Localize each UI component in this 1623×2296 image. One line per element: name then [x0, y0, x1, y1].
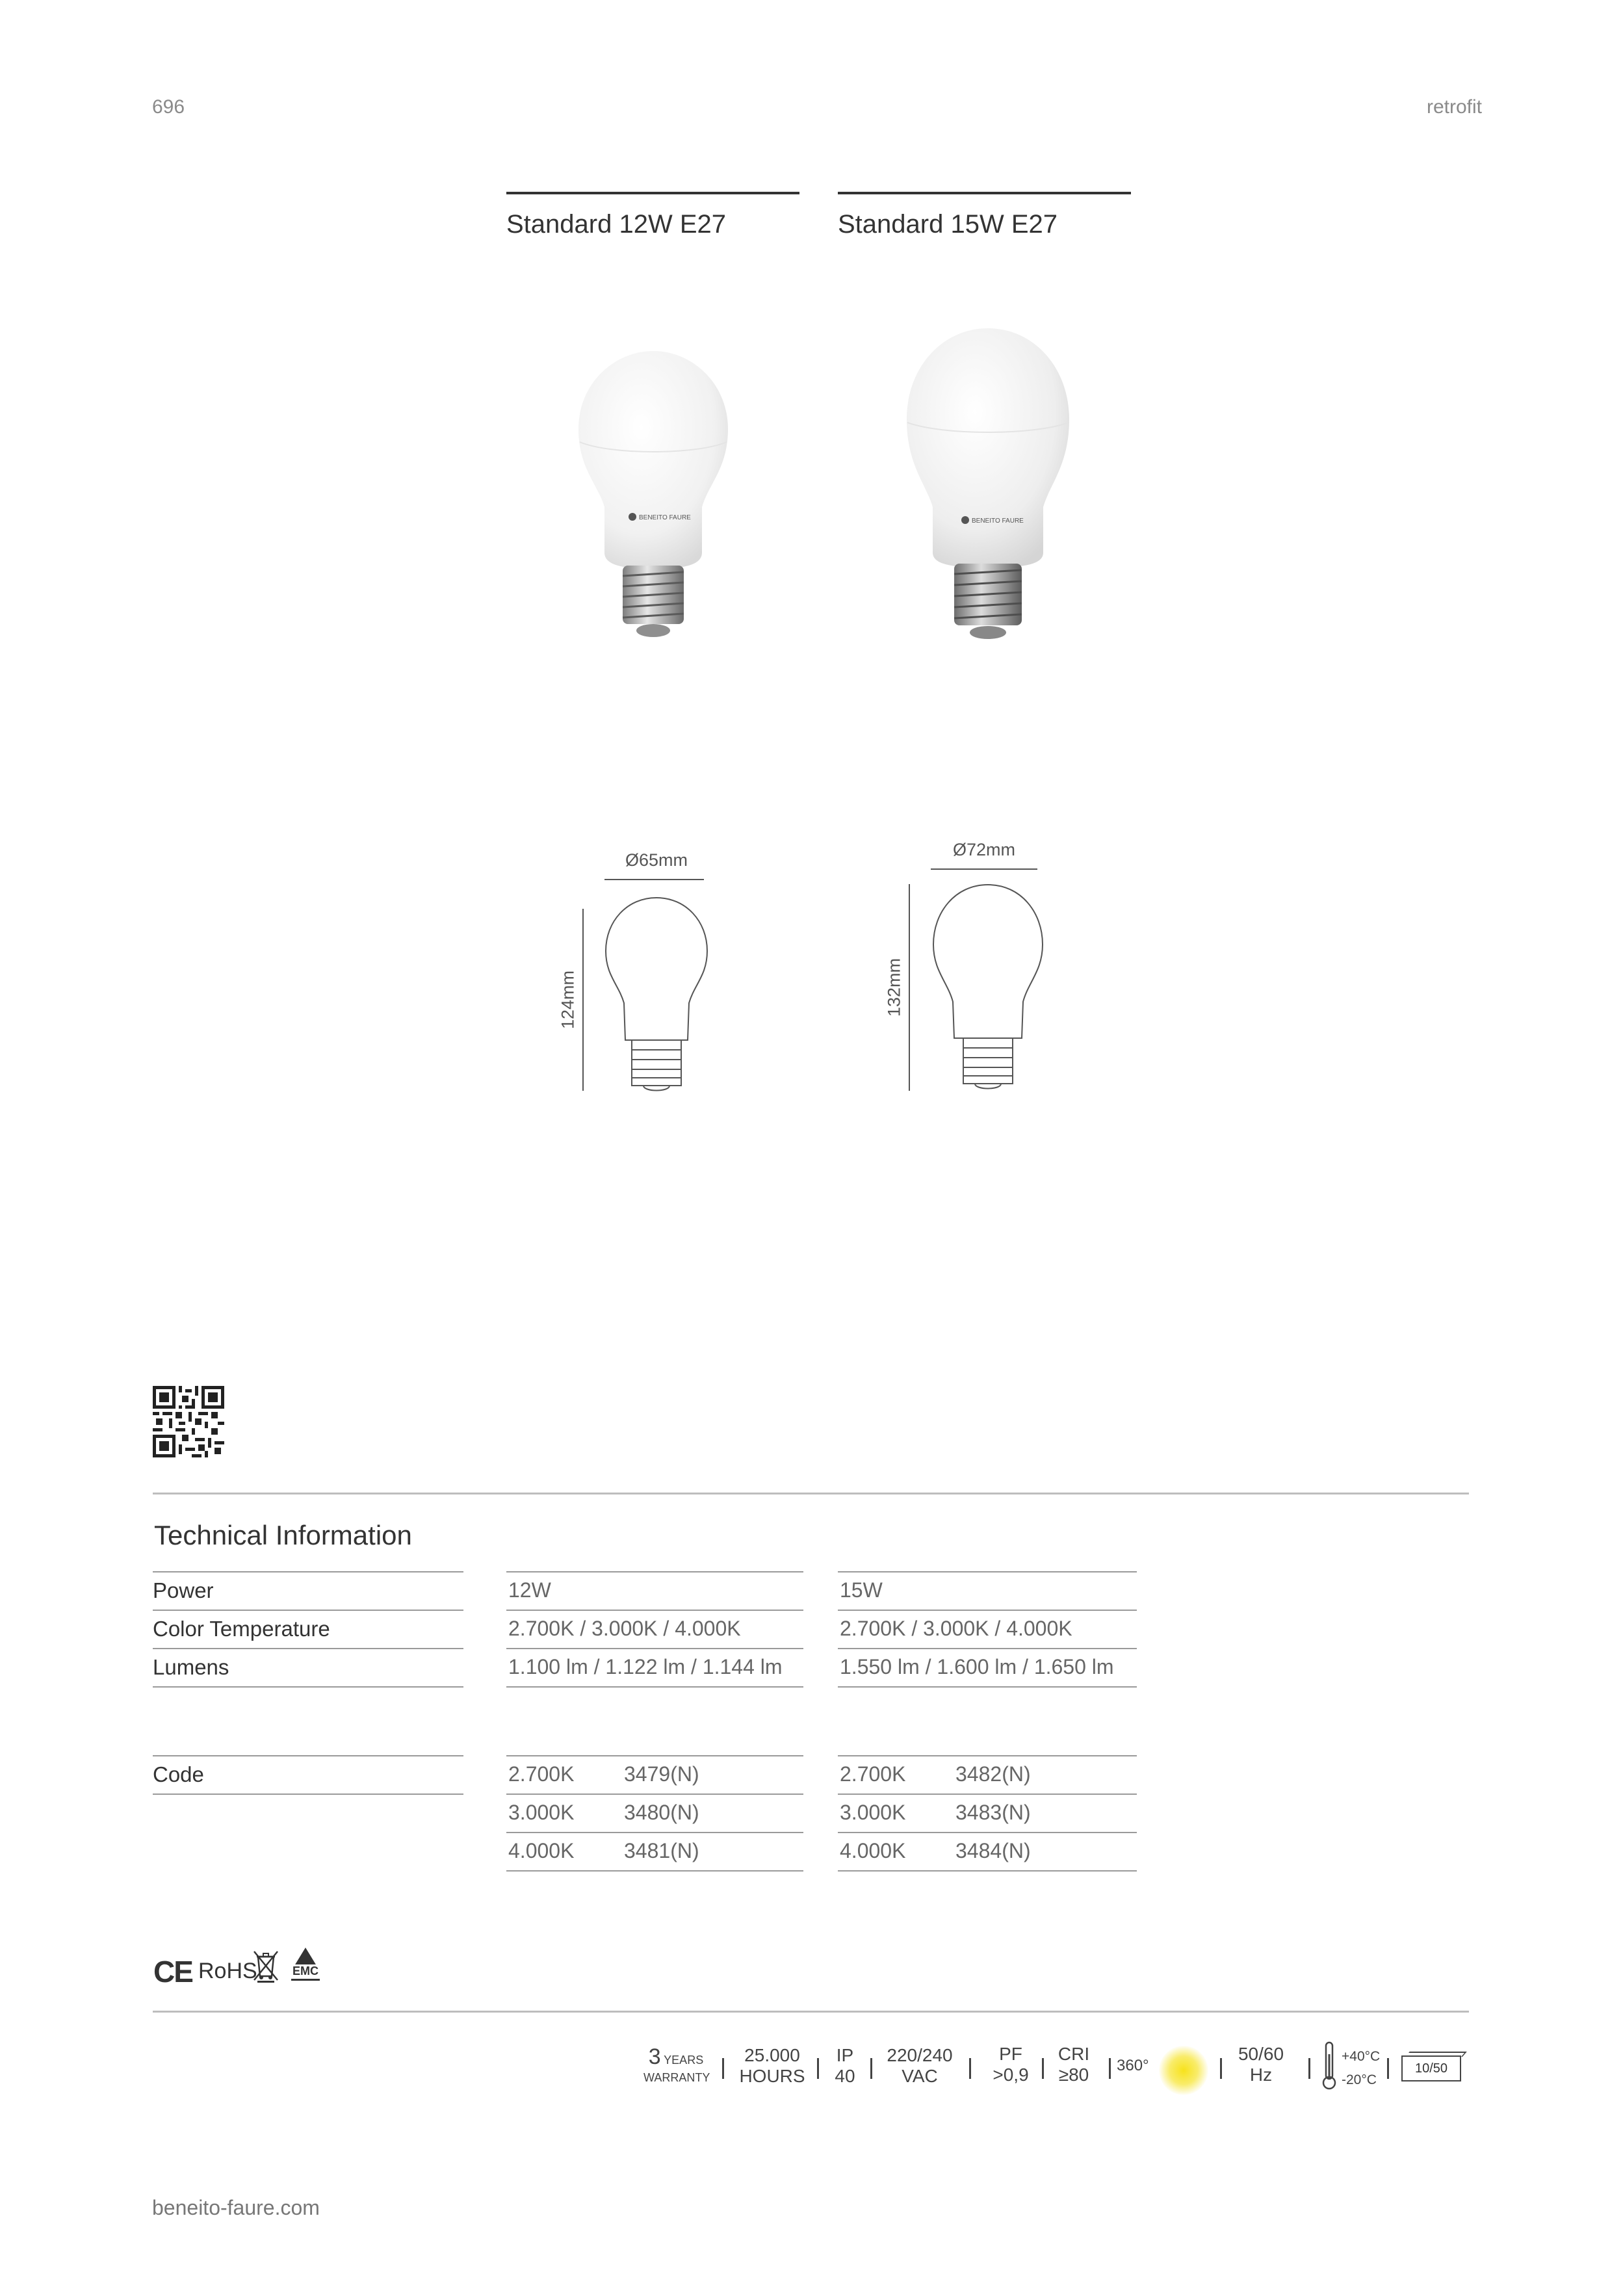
warranty-spec — [643, 2044, 708, 2085]
code-value-15w-2: 3483(N) — [955, 1801, 1031, 1824]
ip-spec — [829, 2045, 861, 2087]
table-rule — [838, 1870, 1137, 1872]
section-divider-2 — [153, 2011, 1469, 2013]
product-rule-1 — [506, 192, 799, 194]
row-label-power: Power — [153, 1578, 214, 1602]
voltage-label: VAC — [902, 2066, 938, 2087]
hours-value: 25.000 — [744, 2045, 800, 2065]
code-temp-15w-1: 2.700K — [840, 1762, 906, 1786]
table-rule — [506, 1832, 803, 1833]
warranty-years: YEARS — [664, 2054, 704, 2067]
code-temp-12w-3: 4.000K — [508, 1839, 575, 1862]
diameter-line-12w — [604, 879, 704, 880]
separator — [1387, 2058, 1389, 2079]
table-rule — [506, 1571, 803, 1572]
separator — [817, 2058, 819, 2079]
code-value-12w-1: 3479(N) — [624, 1762, 699, 1786]
table-rule — [838, 1794, 1137, 1795]
product-rule-2 — [838, 192, 1131, 194]
code-value-15w-3: 3484(N) — [955, 1839, 1031, 1862]
table-rule — [153, 1571, 463, 1572]
table-rule — [153, 1686, 463, 1688]
hours-spec — [733, 2045, 811, 2087]
thermometer-icon — [1321, 2041, 1337, 2091]
switching-cycles-icon — [1401, 2052, 1466, 2080]
code-value-15w-1: 3482(N) — [955, 1762, 1031, 1786]
table-rule — [153, 1648, 463, 1649]
tech-info-title: Technical Information — [154, 1520, 412, 1550]
voltage-value: 220/240 — [887, 2045, 953, 2065]
beam-angle: 360° — [1117, 2057, 1149, 2074]
pf-label: PF — [999, 2044, 1022, 2064]
rohs-mark: RoHS — [198, 1959, 257, 1983]
page-number: 696 — [152, 96, 185, 118]
frequency-value: 50/60 — [1238, 2044, 1284, 2064]
separator — [870, 2058, 872, 2079]
table-rule — [153, 1755, 463, 1756]
power-value-15w: 15W — [840, 1578, 883, 1602]
frequency-label: Hz — [1249, 2065, 1273, 2085]
height-line-15w — [909, 884, 910, 1091]
separator — [1042, 2058, 1044, 2079]
cri-label: CRI — [1058, 2044, 1090, 2064]
separator — [1308, 2058, 1310, 2079]
table-rule — [153, 1794, 463, 1795]
code-value-12w-3: 3481(N) — [624, 1839, 699, 1862]
emc-label: EMC — [289, 1964, 322, 1977]
table-rule — [506, 1870, 803, 1872]
table-rule — [153, 1610, 463, 1611]
temperature-range — [1342, 2045, 1380, 2091]
code-temp-15w-2: 3.000K — [840, 1801, 906, 1824]
warranty-number: 3 — [648, 2044, 661, 2069]
separator — [722, 2058, 724, 2079]
table-rule — [838, 1571, 1137, 1572]
table-rule — [506, 1648, 803, 1649]
table-rule — [506, 1794, 803, 1795]
emc-base — [291, 1979, 320, 1981]
table-rule — [838, 1755, 1137, 1756]
switching-value: 10/50 — [1401, 2055, 1461, 2081]
brand-label: BENEITO FAURE — [639, 514, 691, 521]
pf-spec — [981, 2044, 1040, 2085]
table-rule — [838, 1832, 1137, 1833]
section-divider — [153, 1493, 1469, 1494]
diameter-label-15w: Ø72mm — [953, 840, 1016, 859]
weee-bin-icon — [252, 1949, 279, 1983]
ip-value: 40 — [835, 2066, 855, 2087]
height-label-15w: 132mm — [884, 958, 904, 1017]
table-rule — [506, 1755, 803, 1756]
hours-label: HOURS — [739, 2066, 805, 2087]
table-rule — [838, 1648, 1137, 1649]
code-value-12w-2: 3480(N) — [624, 1801, 699, 1824]
height-line-12w — [582, 909, 584, 1091]
diameter-label-12w: Ø65mm — [625, 850, 688, 870]
table-rule — [838, 1610, 1137, 1611]
bulb-photo-15w — [897, 322, 1079, 647]
section-label: retrofit — [1426, 96, 1482, 118]
code-temp-12w-1: 2.700K — [508, 1762, 575, 1786]
ip-label: IP — [836, 2045, 854, 2065]
lumens-value-15w: 1.550 lm / 1.600 lm / 1.650 lm — [840, 1655, 1114, 1678]
cri-value: ≥80 — [1058, 2065, 1089, 2085]
ce-mark-icon: CE — [153, 1955, 192, 1989]
table-rule — [838, 1686, 1137, 1688]
brand-label: BENEITO FAURE — [972, 517, 1024, 525]
code-temp-12w-2: 3.000K — [508, 1801, 575, 1824]
frequency-spec — [1235, 2044, 1287, 2085]
voltage-spec — [881, 2045, 959, 2087]
power-value-12w: 12W — [508, 1578, 551, 1602]
separator — [1109, 2058, 1111, 2079]
color-temp-value-15w: 2.700K / 3.000K / 4.000K — [840, 1617, 1072, 1640]
product-title-2: Standard 15W E27 — [838, 210, 1058, 239]
row-label-code: Code — [153, 1762, 204, 1786]
bulb-outline-15w — [923, 881, 1053, 1095]
emc-mark-icon — [289, 1946, 322, 1981]
separator — [969, 2058, 971, 2079]
product-title-1: Standard 12W E27 — [506, 210, 726, 239]
color-temp-value-12w: 2.700K / 3.000K / 4.000K — [508, 1617, 741, 1640]
website-link[interactable]: beneito-faure.com — [152, 2196, 320, 2219]
lumens-value-12w: 1.100 lm / 1.122 lm / 1.144 lm — [508, 1655, 783, 1678]
temp-min: -20°C — [1342, 2072, 1377, 2087]
height-label-12w: 124mm — [558, 970, 578, 1030]
qr-code[interactable] — [153, 1386, 224, 1457]
temp-max: +40°C — [1342, 2049, 1381, 2064]
table-rule — [506, 1686, 803, 1688]
bulb-photo-12w — [572, 345, 734, 644]
row-label-color-temperature: Color Temperature — [153, 1617, 330, 1641]
table-rule — [506, 1610, 803, 1611]
code-temp-15w-3: 4.000K — [840, 1839, 906, 1862]
separator — [1220, 2058, 1222, 2079]
pf-value: >0,9 — [993, 2065, 1029, 2085]
bulb-outline-12w — [598, 894, 715, 1095]
diameter-line-15w — [931, 868, 1037, 870]
cri-spec — [1051, 2044, 1097, 2085]
row-label-lumens: Lumens — [153, 1655, 229, 1679]
warranty-label: WARRANTY — [643, 2071, 710, 2085]
light-glow-icon — [1159, 2046, 1208, 2095]
